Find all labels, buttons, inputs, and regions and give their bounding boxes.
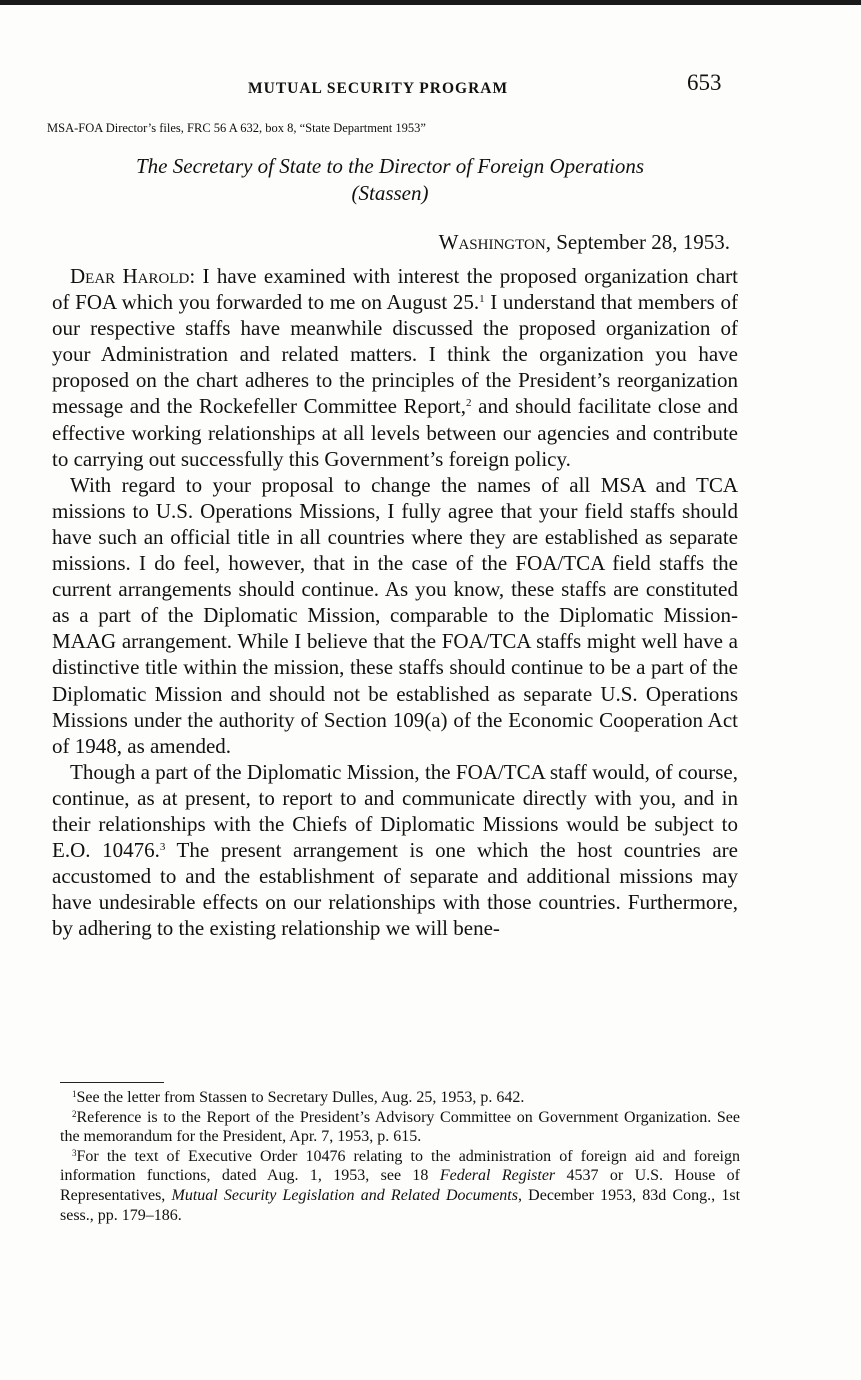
footnote-3: [60, 1147, 740, 1225]
title-line-2: (Stassen): [351, 181, 429, 205]
footnote-1-text: See the letter from Stassen to Secretary Dulles, Aug. 25, 1953, p. 642.: [76, 1089, 525, 1106]
footnote-3-federal-register: Federal Register: [439, 1167, 556, 1185]
footnote-3-text-a: For the text of Executive Order 10476 relating to the administration of foreign aid and foreign information functions, dated Aug. 1, 1953, see 18: [60, 1147, 740, 1185]
dateline-date: , September 28, 1953.: [545, 230, 730, 254]
footnote-ref-1: 1: [479, 293, 485, 306]
footnote-1: [60, 1088, 740, 1108]
paragraph-3-text-b: The present arrangement is one which the host countries are accustomed to and the establishment of separate and additional missions may have undesirable effects on our relationships with those countries. Furthermore, by adhering to the existing relationship we will bene-: [52, 838, 738, 941]
footnotes: [60, 1088, 740, 1225]
footnote-3-mark: 3: [72, 1147, 77, 1158]
letter-body: [52, 263, 738, 941]
source-note: MSA-FOA Director’s files, FRC 56 A 632, box 8, “State Department 1953”: [47, 121, 426, 135]
salutation: Dear Harold: [70, 264, 190, 288]
footnote-3-text-b: 4537 or U.S. House of Representatives,: [60, 1167, 741, 1204]
paragraph-3: [52, 759, 738, 942]
footnote-3-text-c: , December 1953, 83d Cong., 1st sess., pp. 179–186.: [60, 1186, 741, 1224]
paragraph-1-text-a: : I have examined with interest the proposed organization chart of FOA which you forwarded to me on August 25.: [52, 264, 739, 315]
dateline: [439, 230, 730, 255]
paragraph-1: [52, 263, 738, 472]
dateline-place: Washington: [438, 230, 546, 254]
footnote-2-mark: 2: [72, 1108, 77, 1119]
paragraph-2: With regard to your proposal to change the names of all MSA and TCA missions to U.S. Operations Missions, I fully agree that your field staffs should have such an official title in all countries where they are established as separate missions. I do feel, however, that in the case of the FOA/TCA field staffs the current arrangements should continue. As you know, these staffs are constituted as a part of the Diplomatic Mission, comparable to the Diplomatic Mission-MAAG arrangement. While I believe that the FOA/TCA staffs might well have a distinctive title within the mission, these staffs should continue to be a part of the Diplomatic Mission and should not be established as separate U.S. Operations Missions under the authority of Section 109(a) of the Economic Cooperation Act of 1948, as amended.: [52, 472, 738, 758]
title-line-1: The Secretary of State to the Director of Foreign Operations: [136, 154, 644, 178]
footnote-divider: [60, 1082, 164, 1083]
footnote-1-mark: 1: [72, 1089, 77, 1099]
footnote-2: [60, 1108, 740, 1147]
running-title: MUTUAL SECURITY PROGRAM: [248, 80, 509, 97]
paragraph-3-text-a: Though a part of the Diplomatic Mission, the FOA/TCA staff would, of course, continue, as at present, to report to and communicate directly with you, and in their relationships with the Chiefs of Diplomatic Missions would be subject to E.O. 10476.: [52, 759, 738, 863]
footnote-2-text: Reference is to the Report of the President’s Advisory Committee on Government Organization. See the memorandum for the President, Apr. 7, 1953, p. 615.: [60, 1108, 740, 1146]
document-title: [60, 153, 720, 207]
footnote-3-publication-title: Mutual Security Legislation and Related Documents: [171, 1186, 518, 1204]
footnote-ref-3: 3: [159, 841, 166, 854]
paragraph-1-text-c: and should facilitate close and effective working relationships at all levels between our agencies and contribute to carrying out successfully this Government’s foreign policy.: [52, 394, 738, 471]
page-number: 653: [687, 70, 722, 95]
paragraph-1-text-b: I understand that members of our respective staffs have meanwhile discussed the proposed organization of your Administration and related matters. I think the organization you have proposed on the chart adheres to the principles of the President’s reorganization message and the Rockefeller Committee Report,: [52, 290, 738, 419]
footnote-ref-2: 2: [466, 397, 472, 410]
top-border-rule: [0, 0, 861, 5]
